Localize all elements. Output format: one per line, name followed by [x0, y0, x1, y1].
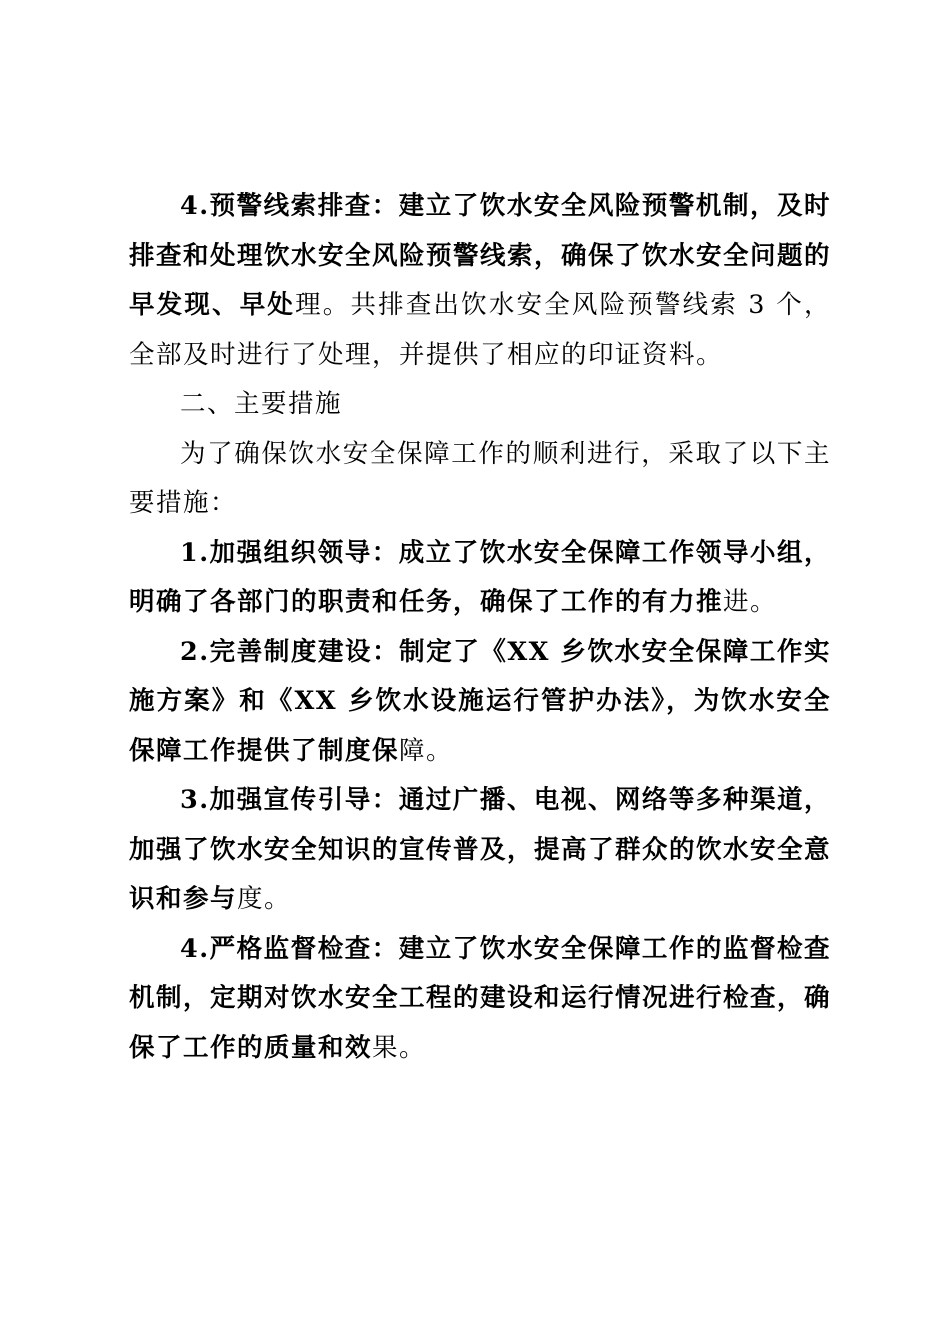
paragraph-bold-text: 2.完善制度建设：制定了《XX 乡饮水安全保障工作实施方案》和《XX 乡饮水设施运行管护办法》，为饮水安全保障工作提供了制度保 — [129, 636, 831, 766]
paragraph-normal-text: 理。共排查出饮水安全风险预警线索 3 个，全部及时进行了处理，并提供了相应的印证资料。 — [129, 290, 831, 370]
paragraph-normal-text: 为了确保饮水安全保障工作的顺利进行，采取了以下主要措施： — [129, 438, 831, 518]
paragraph-bold-text: 4.预警线索排查：建立了饮水安全风险预警机制，及时排查和处理饮水安全风险预警线索，确保了饮水安全问题的早发现、早处 — [129, 191, 832, 320]
paragraph-bold-text: 1.加强组织领导：成立了饮水安全保障工作领导小组，明确了各部门的职责和任务，确保了工作的有力推 — [129, 537, 831, 617]
paragraph-normal-text: 果。 — [372, 1032, 427, 1063]
heading-text: 二、主要措施 — [180, 389, 343, 419]
paragraph-normal-text: 障。 — [399, 735, 454, 766]
document-page — [129, 182, 831, 1073]
paragraph-measures-intro — [129, 430, 831, 529]
paragraph-system-building — [129, 628, 831, 777]
section-heading-main-measures — [129, 380, 831, 430]
paragraph-supervision-inspection — [129, 925, 831, 1074]
paragraph-organization-leadership — [129, 529, 831, 628]
paragraph-normal-text: 度。 — [237, 884, 292, 914]
paragraph-bold-text: 4.严格监督检查：建立了饮水安全保障工作的监督检查机制，定期对饮水安全工程的建设和运行情况进行检查，确保了工作的质量和效 — [129, 933, 832, 1063]
paragraph-normal-text: 进。 — [723, 587, 778, 617]
paragraph-bold-text: 3.加强宣传引导：通过广播、电视、网络等多种渠道，加强了饮水安全知识的宣传普及，提高了群众的饮水安全意识和参与 — [129, 785, 832, 914]
paragraph-warning-clues — [129, 182, 831, 380]
paragraph-publicity-guidance — [129, 776, 831, 925]
